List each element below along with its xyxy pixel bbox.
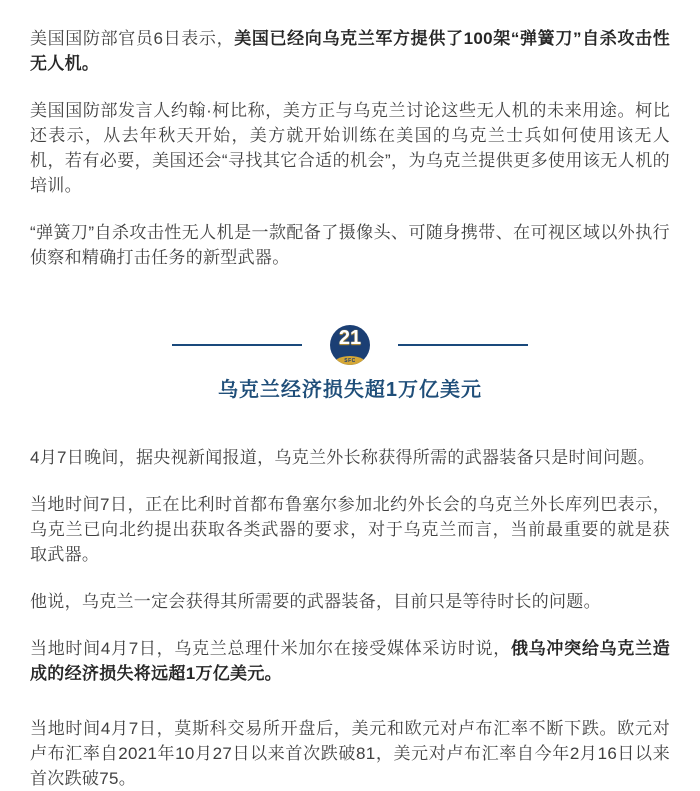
body-text: 当地时间7日，正在比利时首都布鲁塞尔参加北约外长会的乌克兰外长库列巴表示，乌克兰已向北约提出获取各类武器的要求，对于乌克兰而言，当前最重要的就是获取武器。 <box>30 495 670 564</box>
badge-number: 21 <box>338 327 362 349</box>
paragraph <box>30 98 670 198</box>
paragraph <box>30 589 670 614</box>
divider-line-left <box>172 344 302 346</box>
body-text: “弹簧刀”自杀攻击性无人机是一款配备了摄像头、可随身携带、在可视区域以外执行侦察和精确打击任务的新型武器。 <box>30 223 670 267</box>
body-text: 他说，乌克兰一定会获得其所需要的武器装备，目前只是等待时长的问题。 <box>30 592 601 611</box>
paragraph <box>30 716 670 791</box>
article-section-top <box>30 26 670 270</box>
emphasis-text: 俄乌冲突给乌克兰造成的经济损失将远超1万亿美元。 <box>30 639 670 683</box>
paragraph <box>30 220 670 270</box>
divider-line-right <box>398 344 528 346</box>
emphasis-text: 美国已经向乌克兰军方提供了100架“弹簧刀”自杀攻击性无人机。 <box>30 29 670 73</box>
body-text: 美国国防部发言人约翰·柯比称，美方正与乌克兰讨论这些无人机的未来用途。柯比还表示，从去年秋天开始，美方就开始训练在美国的乌克兰士兵如何使用该无人机，若有必要，美国还会“寻找其它合适的机会”，为乌克兰提供更多使用该无人机的培训。 <box>30 101 670 195</box>
paragraph <box>30 492 670 567</box>
article-section-bottom <box>30 445 670 791</box>
badge-sub-label: SFC <box>344 358 356 364</box>
body-text: 当地时间4月7日，乌克兰总理什米加尔在接受媒体采访时说， <box>30 639 511 658</box>
section-divider <box>30 325 670 365</box>
brand-badge-21-icon <box>330 325 370 365</box>
body-text: 美国国防部官员6日表示， <box>30 29 235 48</box>
paragraph <box>30 445 670 470</box>
body-text: 4月7日晚间，据央视新闻报道，乌克兰外长称获得所需的武器装备只是时间问题。 <box>30 448 656 467</box>
badge-gold-arc <box>332 356 368 365</box>
section-title: 乌克兰经济损失超1万亿美元 <box>217 379 483 401</box>
paragraph <box>30 26 670 76</box>
paragraph <box>30 636 670 686</box>
body-text: 当地时间4月7日，莫斯科交易所开盘后，美元和欧元对卢布汇率不断下跌。欧元对卢布汇率自2021年10月27日以来首次跌破81，美元对卢布汇率自今年2月16日以来首次跌破75。 <box>30 719 670 788</box>
